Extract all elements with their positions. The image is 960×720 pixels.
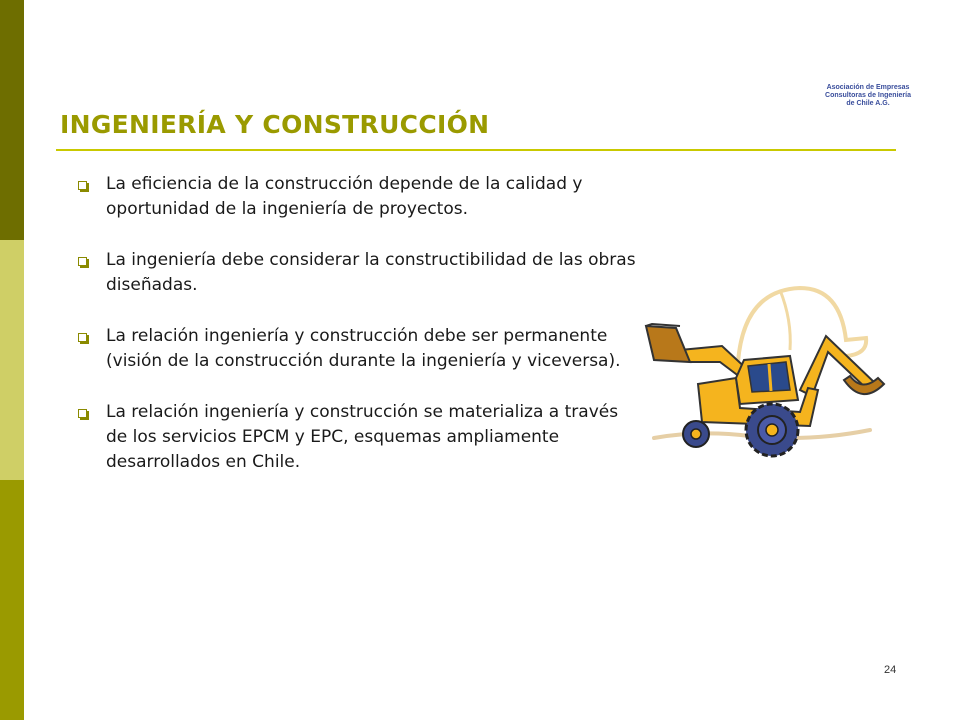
bullet-item: [76, 400, 636, 475]
side-bar-bottom: [0, 480, 24, 720]
square-bullet-icon: [78, 257, 87, 266]
square-bullet-icon: [78, 409, 87, 418]
slide-title: INGENIERÍA Y CONSTRUCCIÓN: [60, 110, 490, 139]
backhoe-loader-icon: [640, 280, 890, 460]
bullet-text: La relación ingeniería y construcción debe ser permanente (visión de la construcción durante la ingeniería y viceversa).: [106, 326, 621, 371]
logo-line-1: Asociación de Empresas: [826, 84, 910, 91]
bullet-text: La eficiencia de la construcción depende de la calidad y oportunidad de la ingeniería de proyectos.: [106, 174, 583, 219]
bullet-item: [76, 324, 636, 374]
bullet-text: La ingeniería debe considerar la constructibilidad de las obras diseñadas.: [106, 250, 636, 295]
logo-line-3: de Chile A.G.: [846, 100, 890, 107]
bullet-list: [76, 172, 636, 501]
bullet-item: [76, 172, 636, 222]
side-bar-top: [0, 0, 24, 240]
square-bullet-icon: [78, 181, 87, 190]
organization-logo: [808, 84, 928, 108]
page-number: 24: [884, 664, 897, 676]
logo-line-2: Consultoras de Ingeniería: [825, 92, 911, 99]
square-bullet-icon: [78, 333, 87, 342]
bullet-item: [76, 248, 636, 298]
title-underline: [56, 149, 896, 151]
bullet-text: La relación ingeniería y construcción se materializa a través de los servicios EPCM y EPC, esquemas ampliamente desarrollados en Chile.: [106, 402, 619, 472]
side-bar-middle: [0, 240, 24, 480]
